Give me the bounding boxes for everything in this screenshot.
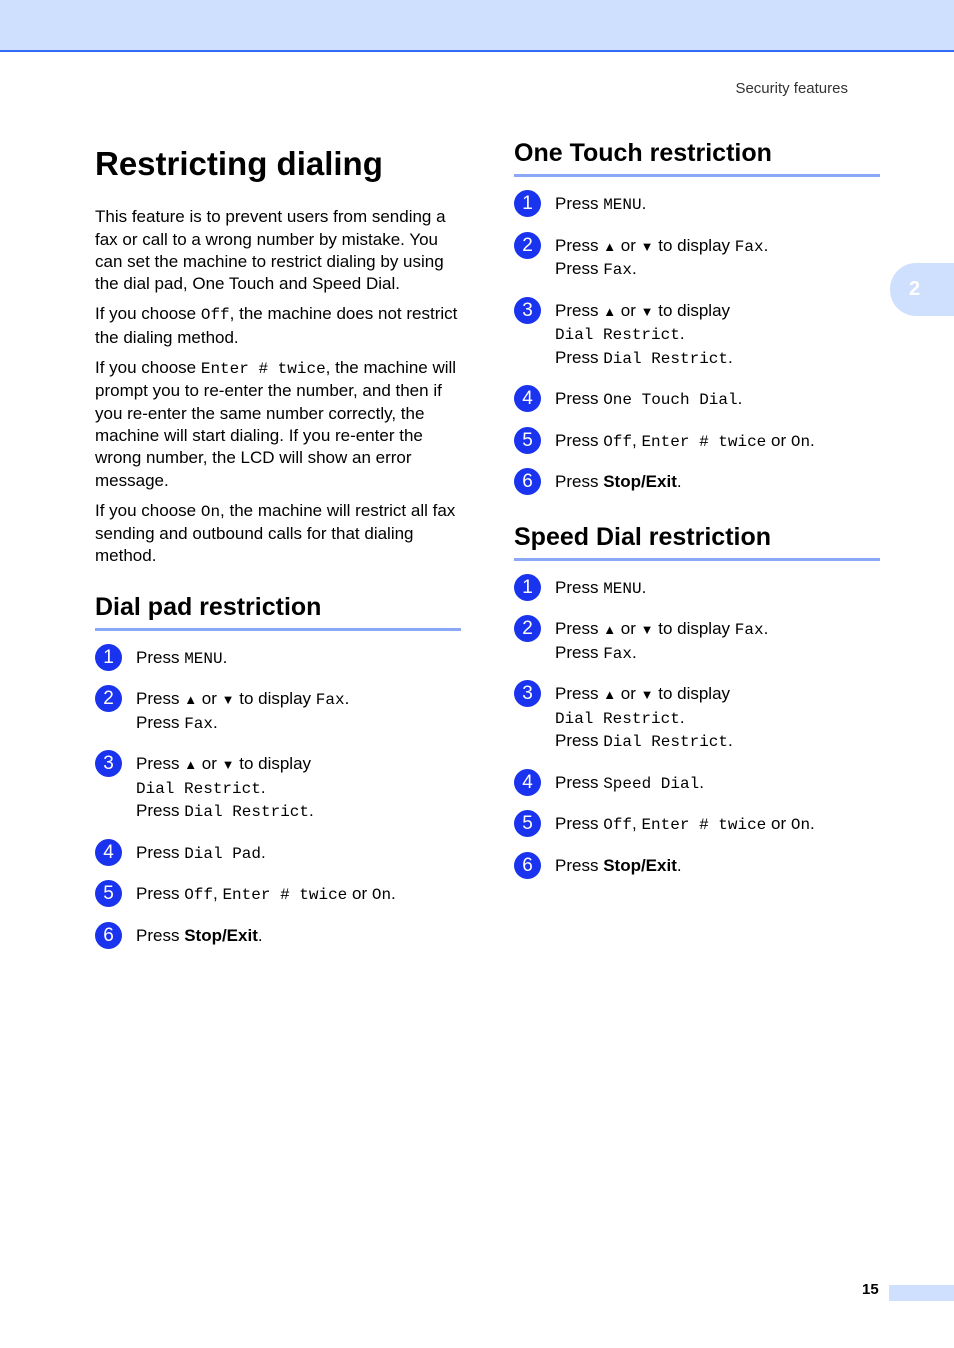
down-arrow-icon: ▼ <box>221 692 235 708</box>
paragraph-off <box>95 303 461 349</box>
step-number-badge: 2 <box>514 232 541 259</box>
steps-list <box>95 647 461 948</box>
lcd-option-text: Enter # twice <box>200 360 326 379</box>
step-text: . <box>641 577 647 597</box>
step <box>95 647 461 671</box>
step-text: Press <box>555 472 604 491</box>
step <box>514 471 880 494</box>
step-text: or <box>766 430 791 450</box>
step-text: . <box>810 430 815 450</box>
up-arrow-icon: ▲ <box>603 687 617 702</box>
lcd-option-text: On <box>200 502 221 521</box>
step-text: to display <box>653 235 735 255</box>
section-heading: Speed Dial restriction <box>514 522 880 561</box>
step-text: to display <box>234 754 312 774</box>
paragraph-text: This feature is to prevent users from sending a fax or call to a wrong number by mistake. You can set the machine to restrict dialing by using the dial pad, One Touch and Speed Dial. <box>95 207 446 294</box>
intro-paragraph <box>95 206 461 295</box>
step-text: . <box>676 472 682 491</box>
step-number-badge: 5 <box>514 810 541 837</box>
step-text: . <box>679 707 685 727</box>
lcd-text: On <box>790 432 811 451</box>
lcd-text: Dial Restrict <box>184 803 310 822</box>
lcd-text: MENU <box>603 579 642 598</box>
key-name: Stop/Exit <box>184 925 258 945</box>
step-text: Press <box>555 814 604 833</box>
step-number-badge: 6 <box>514 852 541 879</box>
step-number-badge: 1 <box>95 644 122 671</box>
lcd-text: One Touch Dial <box>603 391 738 409</box>
step <box>95 883 461 907</box>
step-text: . <box>763 235 769 255</box>
lcd-text: Fax <box>184 714 213 733</box>
lcd-text: Dial Restrict <box>555 326 680 344</box>
step-text: . <box>260 777 266 797</box>
left-column <box>95 138 461 965</box>
step-text: Press <box>555 259 604 278</box>
step-text: Press <box>136 712 185 732</box>
step-number-badge: 3 <box>514 297 541 324</box>
step-text: Press <box>136 801 185 821</box>
step <box>514 772 880 796</box>
step-text: . <box>728 731 733 750</box>
key-name: Stop/Exit <box>603 472 677 491</box>
step <box>514 683 880 754</box>
step-text: , <box>632 430 642 450</box>
lcd-text: Fax <box>603 644 632 663</box>
step-text: or <box>347 884 372 904</box>
step-text: . <box>737 389 743 408</box>
step-text: . <box>676 855 682 875</box>
steps-list <box>514 577 880 878</box>
lcd-text: Fax <box>603 261 632 279</box>
step-text: . <box>344 689 350 709</box>
step-number-badge: 4 <box>95 839 122 866</box>
paragraph-text: , the machine does not restrict the dialing method. <box>95 304 458 347</box>
step-text: Press <box>555 300 604 320</box>
step-text: Press <box>555 772 604 792</box>
step-text: Press <box>555 194 604 213</box>
step <box>514 193 880 217</box>
lcd-text: Off <box>603 816 632 834</box>
step-text: or <box>616 300 641 320</box>
step-text: Press <box>136 884 185 904</box>
step-text: or <box>616 619 641 638</box>
step-number-badge: 6 <box>95 922 122 949</box>
page-number-bar <box>889 1285 954 1301</box>
step-text: Press <box>555 389 604 408</box>
paragraph-text: , the machine will prompt you to re-enter the number, and then if you re-enter the same number correctly, the machine will start dialing. If you re-enter the wrong number, the LCD will show an error message. <box>95 358 457 490</box>
step <box>514 430 880 454</box>
step-text: . <box>222 647 228 667</box>
step-text: . <box>309 801 314 821</box>
step-number-badge: 1 <box>514 190 541 217</box>
key-name: Stop/Exit <box>603 855 677 875</box>
step <box>95 925 461 948</box>
step-text: . <box>257 925 263 945</box>
step <box>95 688 461 735</box>
step-text: Press <box>136 842 185 862</box>
step <box>514 388 880 412</box>
page-title: Restricting dialing <box>95 145 383 182</box>
paragraph-text: If you choose <box>95 500 201 520</box>
step <box>95 842 461 866</box>
step-number-badge: 3 <box>95 750 122 777</box>
paragraph-text: If you choose <box>95 304 201 324</box>
lcd-text: MENU <box>184 649 223 668</box>
step-text: . <box>213 712 218 732</box>
lcd-text: Dial Restrict <box>603 733 729 751</box>
step-text: or <box>197 754 222 774</box>
step-text: . <box>679 324 685 343</box>
top-header-bar <box>0 0 954 52</box>
up-arrow-icon: ▲ <box>603 303 617 319</box>
step <box>514 577 880 601</box>
chapter-tab: 2 <box>890 263 954 316</box>
lcd-text: Dial Pad <box>184 844 261 863</box>
step-text: Press <box>136 754 185 774</box>
lcd-text: Fax <box>315 691 345 710</box>
paragraph-text: If you choose <box>95 358 201 378</box>
lcd-text: Fax <box>734 237 764 256</box>
step <box>514 300 880 371</box>
up-arrow-icon: ▲ <box>603 238 617 254</box>
step-number-badge: 5 <box>514 427 541 454</box>
step-number-badge: 5 <box>95 880 122 907</box>
speed-dial-section <box>514 522 880 878</box>
step-text: . <box>391 884 396 904</box>
step-text: . <box>763 619 769 638</box>
step-text: . <box>810 814 815 833</box>
down-arrow-icon: ▼ <box>221 757 235 773</box>
up-arrow-icon: ▲ <box>603 622 617 637</box>
lcd-text: MENU <box>603 196 642 214</box>
step-text: or <box>616 684 641 703</box>
step-text: , <box>632 814 642 833</box>
lcd-text: Dial Restrict <box>136 779 261 798</box>
lcd-text: Dial Restrict <box>603 349 729 368</box>
up-arrow-icon: ▲ <box>184 757 198 773</box>
step-text: Press <box>555 619 604 638</box>
step-text: . <box>261 842 266 862</box>
lcd-text: Enter # twice <box>222 886 348 905</box>
down-arrow-icon: ▼ <box>640 238 654 254</box>
down-arrow-icon: ▼ <box>640 303 654 319</box>
step-text: Press <box>555 855 604 875</box>
down-arrow-icon: ▼ <box>640 687 654 702</box>
step <box>514 855 880 878</box>
step-text: Press <box>555 684 604 703</box>
step-text: . <box>632 259 637 278</box>
step-text: Press <box>555 731 604 750</box>
dial-pad-section <box>95 592 461 948</box>
lcd-text: On <box>371 886 392 905</box>
step-text: Press <box>136 925 185 945</box>
step-text: Press <box>136 647 185 667</box>
step-text: or <box>197 689 222 709</box>
down-arrow-icon: ▼ <box>640 622 654 637</box>
step-number-badge: 1 <box>514 574 541 601</box>
step-text: Press <box>136 689 185 709</box>
step-text: or <box>766 814 791 833</box>
lcd-option-text: Off <box>200 306 230 325</box>
one-touch-section <box>514 138 880 494</box>
step-text: Press <box>555 347 604 367</box>
step-text: to display <box>234 689 316 709</box>
paragraph-text: , the machine will restrict all fax sending and outbound calls for that dialing method. <box>95 500 456 566</box>
step-text: Press <box>555 642 604 662</box>
step-number-badge: 2 <box>95 685 122 712</box>
step-text: to display <box>653 684 731 703</box>
lcd-text: Off <box>603 432 632 451</box>
page-number: 15 <box>862 1281 879 1298</box>
step-text: or <box>616 235 641 255</box>
steps-list <box>514 193 880 494</box>
lcd-text: Speed Dial <box>603 774 700 793</box>
lcd-text: On <box>790 816 811 834</box>
right-column <box>514 138 880 895</box>
up-arrow-icon: ▲ <box>184 692 198 708</box>
step-number-badge: 6 <box>514 468 541 495</box>
running-head: Security features <box>735 80 848 97</box>
step-text: Press <box>555 577 604 597</box>
step-number-badge: 4 <box>514 769 541 796</box>
lcd-text: Enter # twice <box>641 816 767 834</box>
step-text: . <box>728 347 733 367</box>
lcd-text: Enter # twice <box>641 432 767 451</box>
step <box>95 753 461 824</box>
step-text: Press <box>555 235 604 255</box>
step-text: Press <box>555 430 604 450</box>
lcd-text: Fax <box>734 621 764 639</box>
step-text: . <box>641 194 647 213</box>
step-text: , <box>213 884 223 904</box>
step <box>514 813 880 837</box>
step-text: . <box>632 642 637 662</box>
step-text: to display <box>653 300 731 320</box>
section-heading: One Touch restriction <box>514 138 880 177</box>
lcd-text: Off <box>184 886 213 905</box>
step-text: . <box>699 772 704 792</box>
step <box>514 618 880 665</box>
step-text: to display <box>653 619 735 638</box>
step-number-badge: 3 <box>514 680 541 707</box>
step <box>514 235 880 282</box>
lcd-text: Dial Restrict <box>555 709 680 728</box>
section-heading: Dial pad restriction <box>95 592 461 631</box>
step-number-badge: 4 <box>514 385 541 412</box>
paragraph-enter-twice <box>95 357 461 492</box>
step-number-badge: 2 <box>514 615 541 642</box>
paragraph-on <box>95 500 461 568</box>
